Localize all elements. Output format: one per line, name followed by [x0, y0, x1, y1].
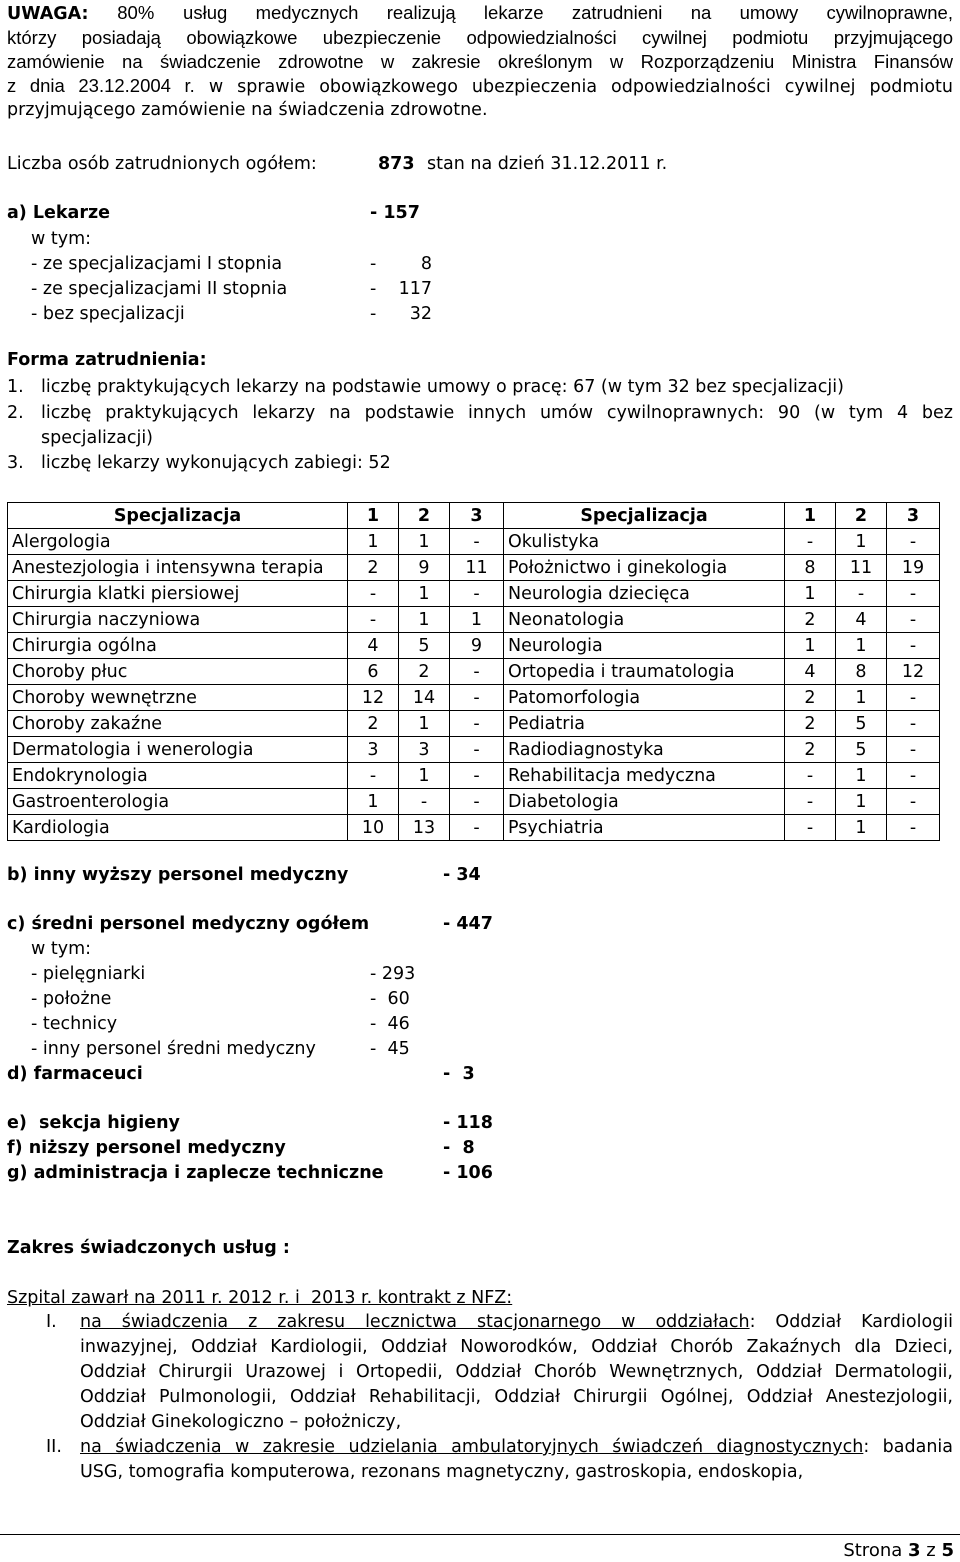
staff-c-row-label: - położne	[31, 989, 112, 1009]
employees-total: 873	[378, 154, 415, 174]
services-item-1-line-5: Oddział Ginekologiczno – położniczy,	[80, 1412, 402, 1432]
services-item-2-line-2: USG, tomografia komputerowa, rezonans magnetyczny, gastroskopia, endoskopia,	[80, 1462, 804, 1482]
doctors-row-value: 8	[420, 254, 432, 274]
employment-item-text: liczbę lekarzy wykonujących zabiegi: 52	[41, 453, 391, 473]
count-cell: -	[348, 607, 399, 633]
count-cell: -	[887, 815, 940, 841]
services-item-1-line-4: Oddział Pulmonologii, Oddział Rehabilitacji, Oddział Chirurgii Ogólnej, Oddział Anestezjologii,	[80, 1387, 953, 1407]
services-item-2-line-1: na świadczenia w zakresie udzielania ambulatoryjnych świadczeń diagnostycznych: badania	[80, 1437, 953, 1457]
count-cell: 6	[348, 659, 399, 685]
count-cell: 11	[836, 555, 887, 581]
doctors-heading: a) Lekarze	[7, 203, 111, 223]
count-cell: -	[450, 763, 504, 789]
specialization-name-cell: Choroby wewnętrzne	[8, 685, 348, 711]
specialization-name-cell: Chirurgia naczyniowa	[8, 607, 348, 633]
count-cell: 1	[785, 581, 836, 607]
specialization-name-cell: Neurologia dziecięca	[504, 581, 785, 607]
specialization-name-cell: Radiodiagnostyka	[504, 737, 785, 763]
staff-c-row-label: - pielęgniarki	[31, 964, 146, 984]
services-contract: Szpital zawarł na 2011 r. 2012 r. i 2013 r. kontrakt z NFZ:	[7, 1288, 513, 1308]
specialization-name-cell: Alergologia	[8, 529, 348, 555]
doctors-total: - 157	[370, 203, 420, 223]
specialization-name-cell: Gastroenterologia	[8, 789, 348, 815]
count-cell: -	[887, 789, 940, 815]
staff-c-row-value: - 45	[370, 1039, 410, 1059]
table-row	[8, 711, 940, 737]
count-cell: 1	[450, 607, 504, 633]
count-cell: 1	[399, 763, 450, 789]
specialization-name-cell: Anestezjologia i intensywna terapia	[8, 555, 348, 581]
specialization-name-cell: Diabetologia	[504, 789, 785, 815]
employment-form-heading: Forma zatrudnienia:	[7, 350, 207, 370]
staff-f-label: f) niższy personel medyczny	[7, 1138, 286, 1158]
warning-line-2: którzy posiadają obowiązkowe ubezpieczenie odpowiedzialności cywilnej podmiotu przyjmującego	[7, 27, 953, 48]
specialization-name-cell: Psychiatria	[504, 815, 785, 841]
table-row	[8, 607, 940, 633]
count-cell: -	[836, 581, 887, 607]
warning-line-4: z dnia 23.12.2004 r. w sprawie obowiązkowego ubezpieczenia odpowiedzialności cywilnej podmiotu	[7, 75, 953, 97]
staff-c-wtym: w tym:	[31, 939, 92, 959]
table-row	[8, 581, 940, 607]
doctors-row-dash: -	[370, 304, 377, 324]
count-cell: -	[450, 685, 504, 711]
count-cell: 14	[399, 685, 450, 711]
services-item-1-line-2: inwazyjnej, Oddział Kardiologii, Oddział Noworodków, Oddział Chorób Zakaźnych dla Dzieci,	[80, 1337, 953, 1357]
table-row	[8, 529, 940, 555]
table-row	[8, 763, 940, 789]
count-cell: -	[785, 763, 836, 789]
count-cell: 2	[785, 711, 836, 737]
staff-d-label: d) farmaceuci	[7, 1064, 143, 1084]
table-row	[8, 659, 940, 685]
count-cell: -	[348, 581, 399, 607]
specialization-name-cell: Choroby zakaźne	[8, 711, 348, 737]
column-header: 1	[785, 503, 836, 529]
table-row	[8, 685, 940, 711]
footer-divider	[0, 1534, 960, 1535]
count-cell: 1	[348, 529, 399, 555]
count-cell: 1	[399, 529, 450, 555]
doctors-row-value: 32	[409, 304, 432, 324]
count-cell: 2	[785, 607, 836, 633]
count-cell: -	[450, 529, 504, 555]
staff-c-row-label: - technicy	[31, 1014, 118, 1034]
table-row	[8, 633, 940, 659]
column-header: 3	[887, 503, 940, 529]
specialization-name-cell: Rehabilitacja medyczna	[504, 763, 785, 789]
warning-line-1: UWAGA: 80% usług medycznych realizują lekarze zatrudnieni na umowy cywilnoprawne,	[7, 2, 953, 24]
doctors-row-dash: -	[370, 254, 377, 274]
column-header: 2	[399, 503, 450, 529]
count-cell: 13	[399, 815, 450, 841]
count-cell: 4	[348, 633, 399, 659]
count-cell: 3	[399, 737, 450, 763]
count-cell: -	[887, 711, 940, 737]
specialization-name-cell: Kardiologia	[8, 815, 348, 841]
count-cell: 2	[399, 659, 450, 685]
doctors-row-value: 117	[398, 279, 432, 299]
count-cell: 19	[887, 555, 940, 581]
table-row	[8, 789, 940, 815]
count-cell: -	[887, 529, 940, 555]
specialization-name-cell: Położnictwo i ginekologia	[504, 555, 785, 581]
doctors-row-label: - bez specjalizacji	[31, 304, 185, 324]
staff-c-row-label: - inny personel średni medyczny	[31, 1039, 316, 1059]
count-cell: -	[785, 529, 836, 555]
count-cell: 12	[887, 659, 940, 685]
staff-e-value: - 118	[443, 1113, 493, 1133]
specialization-name-cell: Okulistyka	[504, 529, 785, 555]
services-heading: Zakres świadczonych usług :	[7, 1238, 290, 1258]
count-cell: -	[450, 815, 504, 841]
specialization-name-cell: Neurologia	[504, 633, 785, 659]
services-item-1-line-3: Oddział Chirurgii Urazowej i Ortopedii, Oddział Chorób Wewnętrznych, Oddział Dermatologii,	[80, 1362, 953, 1382]
count-cell: -	[450, 659, 504, 685]
table-header-row	[8, 503, 940, 529]
column-header: 2	[836, 503, 887, 529]
count-cell: 5	[836, 711, 887, 737]
doctors-row-label: - ze specjalizacjami I stopnia	[31, 254, 283, 274]
count-cell: 1	[399, 607, 450, 633]
count-cell: 8	[836, 659, 887, 685]
count-cell: 1	[836, 685, 887, 711]
specialization-name-cell: Choroby płuc	[8, 659, 348, 685]
count-cell: -	[348, 763, 399, 789]
page-number: Strona 3 z 5	[843, 1540, 954, 1561]
count-cell: 1	[836, 789, 887, 815]
count-cell: 1	[836, 633, 887, 659]
table-row	[8, 815, 940, 841]
table-row	[8, 737, 940, 763]
staff-c-row-value: - 46	[370, 1014, 410, 1034]
column-header: 3	[450, 503, 504, 529]
count-cell: 1	[399, 711, 450, 737]
doctors-row-dash: -	[370, 279, 377, 299]
count-cell: 2	[785, 737, 836, 763]
count-cell: -	[785, 815, 836, 841]
count-cell: 2	[348, 555, 399, 581]
count-cell: -	[887, 737, 940, 763]
doctors-wtym: w tym:	[31, 229, 92, 249]
staff-c-row-value: - 60	[370, 989, 410, 1009]
employment-item-text: liczbę praktykujących lekarzy na podstawie innych umów cywilnoprawnych: 90 (w tym 4 bez	[41, 403, 953, 423]
staff-e-label: e) sekcja higieny	[7, 1113, 180, 1133]
specialization-table	[7, 502, 940, 841]
specialization-name-cell: Chirurgia klatki piersiowej	[8, 581, 348, 607]
staff-c-row-value: - 293	[370, 964, 416, 984]
count-cell: 8	[785, 555, 836, 581]
staff-b-label: b) inny wyższy personel medyczny	[7, 865, 349, 885]
services-item-1-line-1: na świadczenia z zakresu lecznictwa stacjonarnego w oddziałach: Oddział Kardiologii	[80, 1312, 953, 1332]
count-cell: 3	[348, 737, 399, 763]
count-cell: 5	[836, 737, 887, 763]
count-cell: 1	[836, 529, 887, 555]
specialization-name-cell: Endokrynologia	[8, 763, 348, 789]
count-cell: 1	[348, 789, 399, 815]
specialization-name-cell: Ortopedia i traumatologia	[504, 659, 785, 685]
count-cell: 10	[348, 815, 399, 841]
employment-item-num: 1.	[7, 377, 24, 397]
count-cell: -	[887, 607, 940, 633]
count-cell: 1	[836, 815, 887, 841]
employment-item-num: 2.	[7, 403, 24, 423]
count-cell: -	[785, 789, 836, 815]
services-item-num: II.	[46, 1437, 62, 1457]
warning-line-5: przyjmującego zamówienie na świadczenia zdrowotne.	[7, 100, 488, 120]
staff-d-value: - 3	[443, 1064, 475, 1084]
services-item-2-title: na świadczenia w zakresie udzielania ambulatoryjnych świadczeń diagnostycznych	[80, 1437, 864, 1457]
count-cell: -	[887, 763, 940, 789]
employees-label: Liczba osób zatrudnionych ogółem:	[7, 154, 317, 174]
specialization-name-cell: Patomorfologia	[504, 685, 785, 711]
table-row	[8, 555, 940, 581]
staff-b-value: - 34	[443, 865, 481, 885]
count-cell: -	[450, 789, 504, 815]
staff-g-value: - 106	[443, 1163, 493, 1183]
specialization-name-cell: Neonatologia	[504, 607, 785, 633]
staff-f-value: - 8	[443, 1138, 475, 1158]
count-cell: 4	[785, 659, 836, 685]
employment-item-text: liczbę praktykujących lekarzy na podstawie umowy o pracę: 67 (w tym 32 bez specjalizacji)	[41, 377, 844, 397]
count-cell: -	[450, 711, 504, 737]
column-header: 1	[348, 503, 399, 529]
count-cell: 9	[450, 633, 504, 659]
warning-label: UWAGA:	[7, 4, 89, 24]
count-cell: -	[887, 581, 940, 607]
services-item-num: I.	[46, 1312, 57, 1332]
specialization-name-cell: Pediatria	[504, 711, 785, 737]
count-cell: -	[450, 581, 504, 607]
count-cell: 9	[399, 555, 450, 581]
count-cell: 4	[836, 607, 887, 633]
count-cell: -	[450, 737, 504, 763]
specialization-name-cell: Dermatologia i wenerologia	[8, 737, 348, 763]
count-cell: -	[887, 633, 940, 659]
count-cell: 1	[836, 763, 887, 789]
staff-c-value: - 447	[443, 914, 493, 934]
warning-line-3: zamówienie na świadczenie zdrowotne w zakresie określonym w Rozporządzeniu Ministra Finansów	[7, 51, 953, 72]
count-cell: 5	[399, 633, 450, 659]
specialization-name-cell: Chirurgia ogólna	[8, 633, 348, 659]
count-cell: 1	[399, 581, 450, 607]
column-header: Specjalizacja	[504, 503, 785, 529]
count-cell: 12	[348, 685, 399, 711]
employment-item-num: 3.	[7, 453, 24, 473]
count-cell: 11	[450, 555, 504, 581]
staff-c-label: c) średni personel medyczny ogółem	[7, 914, 370, 934]
count-cell: 2	[785, 685, 836, 711]
employment-item-text-cont: specjalizacji)	[41, 428, 154, 448]
staff-g-label: g) administracja i zaplecze techniczne	[7, 1163, 384, 1183]
count-cell: 2	[348, 711, 399, 737]
column-header: Specjalizacja	[8, 503, 348, 529]
employees-date: stan na dzień 31.12.2011 r.	[427, 154, 668, 174]
count-cell: 1	[785, 633, 836, 659]
services-item-1-title: na świadczenia z zakresu lecznictwa stacjonarnego w oddziałach	[80, 1312, 750, 1332]
doctors-row-label: - ze specjalizacjami II stopnia	[31, 279, 288, 299]
count-cell: -	[887, 685, 940, 711]
count-cell: -	[399, 789, 450, 815]
